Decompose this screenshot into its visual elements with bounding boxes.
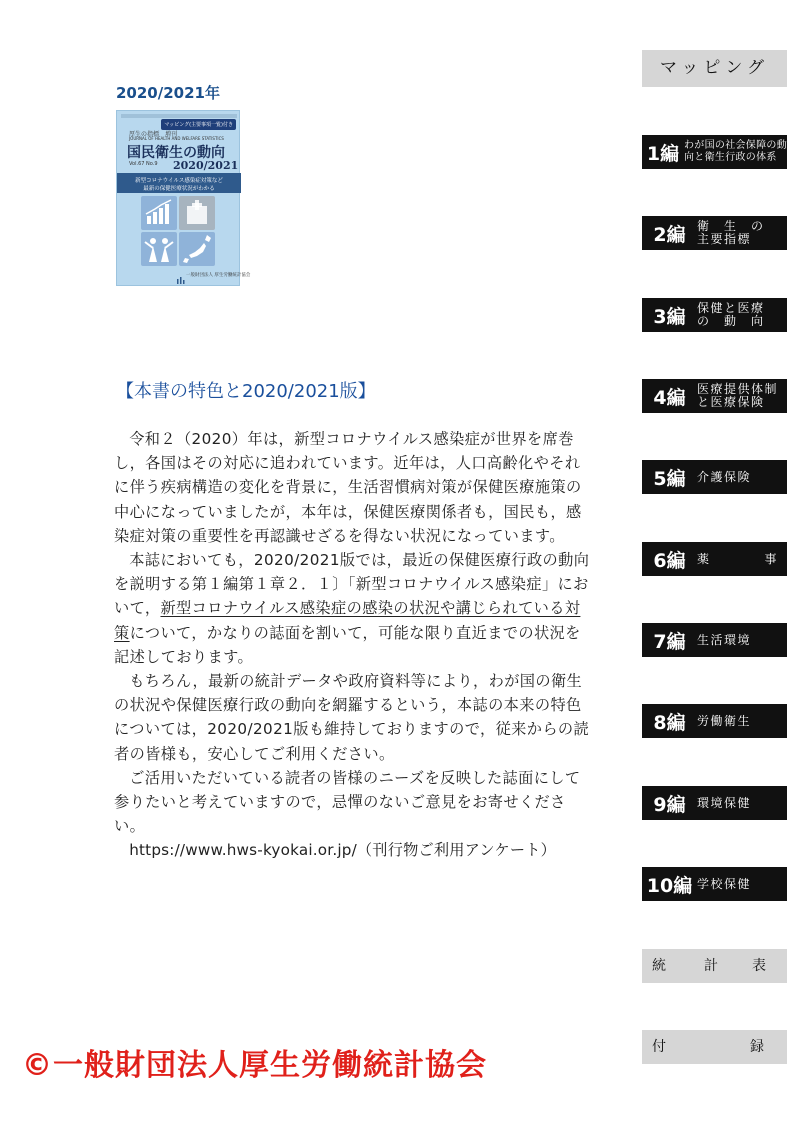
cover-series: 厚生の指標 増刊 — [129, 131, 178, 138]
chapter-number: 1編 — [646, 142, 680, 165]
mapping-title: マッピング — [642, 50, 787, 87]
chapter-tab-5[interactable] — [642, 460, 787, 494]
cover-subtitle-band — [117, 173, 241, 193]
hospital-tile-icon — [179, 196, 215, 230]
cover-badge: マッピング(主要事項一覧)付き — [161, 119, 236, 130]
chapter-label: 生活環境 — [697, 632, 752, 647]
chapter-tab-8[interactable] — [642, 704, 787, 738]
cover-subtitle-line-1: 新型コロナウイルス感染症対策など — [135, 178, 223, 184]
chapter-number: 5編 — [653, 467, 686, 490]
chapter-tab-7[interactable] — [642, 623, 787, 657]
chapter-number: 4編 — [653, 386, 686, 409]
chapter-label: 衛 生 の 主要指標 — [697, 219, 765, 246]
cover-top-text-line — [121, 114, 237, 118]
chapter-label: 保健と医療 の 動 向 — [697, 301, 765, 328]
appendix-tab[interactable] — [642, 1030, 787, 1064]
cover-english-title: JOURNAL OF HEALTH AND WELFARE STATISTICS — [129, 136, 224, 141]
chapter-label: 医療提供体制 と医療保険 — [697, 382, 779, 409]
chapter-label: 環境保健 — [697, 795, 752, 810]
appendix-label-char: 付 — [652, 1039, 666, 1055]
statistics-tables-tab[interactable] — [642, 949, 787, 983]
chapter-tab-3[interactable] — [642, 298, 787, 332]
chapter-tab-9[interactable] — [642, 786, 787, 820]
cover-publisher: 一般財団法人 厚生労働統計協会 — [186, 273, 251, 278]
section-heading: 【本書の特色と2020/2021版】 — [116, 381, 376, 402]
chapter-number: 2編 — [653, 223, 686, 246]
japan-map-tile-icon — [179, 232, 215, 266]
paragraph-2-underlined: 新型コロナウイルス感染症の感染の状況や講じられている対策 — [114, 599, 581, 642]
chapter-tab-2[interactable] — [642, 216, 787, 250]
cover-subtitle-line-2: 最新の保健医療状況がわかる — [143, 186, 215, 192]
paragraph-3: もちろん，最新の統計データや政府資料等により，わが国の衛生の状況や保健医療行政の動向を網羅するという，本誌の本来の特色については，2020/2021版も維持しておりますので，従来からの読者の皆様も，安心してご利用ください。 — [114, 672, 590, 763]
stats-label-char: 統 — [652, 958, 666, 974]
copyright-notice: ©一般財団法人厚生労働統計協会 — [22, 1048, 487, 1083]
people-tile-icon — [141, 232, 177, 266]
chapter-number: 10編 — [646, 874, 693, 897]
chapter-number: 6編 — [653, 549, 686, 572]
cover-volume: Vol.67 No.9 — [129, 161, 158, 167]
stats-label-char: 表 — [752, 958, 766, 974]
chapter-tab-6[interactable] — [642, 542, 787, 576]
chapter-tab-1[interactable] — [642, 135, 787, 169]
paragraph-2 — [114, 548, 592, 669]
chapter-number: 3編 — [653, 305, 686, 328]
chapter-label: 労働衛生 — [697, 713, 752, 728]
book-cover — [116, 110, 251, 286]
chapter-label: 薬 事 — [697, 551, 779, 566]
body-text — [114, 427, 592, 863]
chapter-tab-10[interactable] — [642, 867, 787, 901]
chapter-number: 8編 — [653, 711, 686, 734]
chapter-number: 9編 — [653, 793, 686, 816]
cover-title: 国民衛生の動向 — [127, 145, 225, 161]
paragraph-2-end: について，かなりの誌面を割いて，可能な限り直近までの状況を記述しております。 — [114, 623, 581, 666]
chapter-label: わが国の社会保障の動 向と衛生行政の体系 — [684, 140, 787, 163]
edition-year: 2020/2021年 — [116, 84, 220, 102]
survey-url[interactable]: https://www.hws-kyokai.or.jp/（刊行物ご利用アンケート） — [129, 841, 557, 860]
cover-edition: 2020/2021 — [173, 159, 239, 172]
stats-label-char: 計 — [704, 958, 718, 974]
chart-tile-icon — [141, 196, 177, 230]
paragraph-2-start: 本誌においても，2020/2021版では，最近の保健医療行政の動向を説明する第１編第１章２．１〕「新型コロナウイルス感染症」において， — [114, 551, 590, 618]
chapter-number: 7編 — [653, 630, 686, 653]
appendix-label-char: 録 — [750, 1039, 764, 1055]
paragraph-1: 令和２（2020）年は，新型コロナウイルス感染症が世界を席巻し，各国はその対応に追われています。近年は，人口高齢化やそれに伴う疾病構造の変化を背景に，生活習慣病対策が保健医療施策の中心になっていましたが，本年は，保健医療関係者も，国民も，感染症対策の重要性を再認識せざるを得ない状況になっています。 — [114, 430, 582, 545]
paragraph-4: ご活用いただいている読者の皆様のニーズを反映した誌面にして参りたいと考えていますので，忌憚のないご意見をお寄せください。 — [114, 768, 581, 836]
chapter-label: 学校保健 — [697, 876, 752, 891]
chapter-label: 介護保険 — [697, 469, 752, 484]
publisher-logo-icon — [177, 269, 185, 288]
chapter-tab-4[interactable] — [642, 379, 787, 413]
